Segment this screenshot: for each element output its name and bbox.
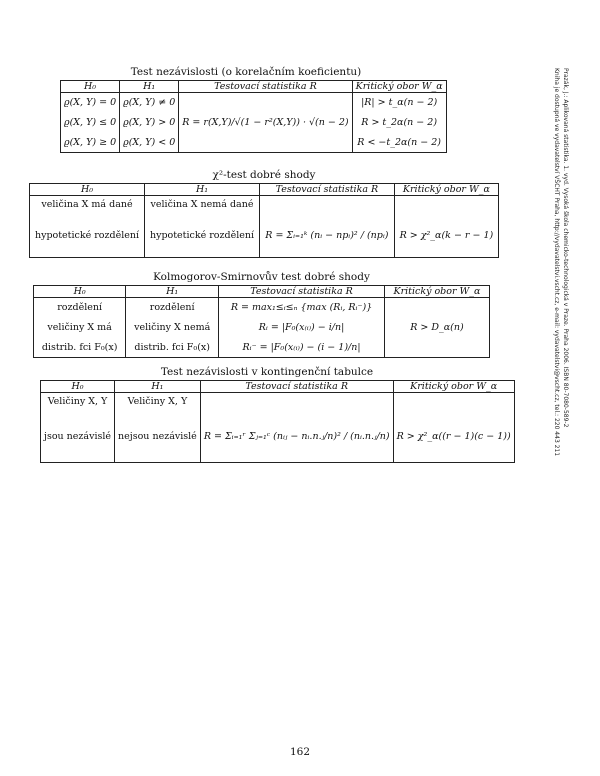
cell-statistic: Rᵢ = |F₀(x₍ᵢ₎) − i/n| bbox=[219, 318, 385, 338]
cell-h1: hypotetické rozdělení bbox=[145, 214, 260, 258]
cell-critical-region: R > D_α(n) bbox=[384, 318, 489, 338]
cell-statistic: R = Σᵢ₌₁ʳ Σⱼ₌₁ᶜ (nᵢⱼ − nᵢ.n.ⱼ/n)² / (nᵢ.n.ⱼ/n) bbox=[200, 411, 393, 463]
cell-h0: veličiny X má bbox=[34, 318, 126, 338]
side-note bbox=[552, 68, 570, 456]
header-h1: H₁ bbox=[115, 381, 201, 393]
cell-h0: ϱ(X, Y) ≤ 0 bbox=[61, 113, 120, 133]
cell-h1: veličiny X nemá bbox=[126, 318, 219, 338]
cell-statistic: R = r(X,Y)/√(1 − r²(X,Y)) · √(n − 2) bbox=[179, 113, 352, 133]
cell-statistic: R = Σᵢ₌₁ᵏ (nᵢ − npᵢ)² / (npᵢ) bbox=[260, 214, 395, 258]
header-critical-region: Kritický obor W_α bbox=[394, 184, 498, 196]
cell-h1: Veličiny X, Y bbox=[115, 393, 201, 411]
cell-h0: ϱ(X, Y) = 0 bbox=[61, 93, 120, 113]
side-note-line-2: Kniha je dostupná ve vydavatelství VŠCHT Praha, http://vydavatelstvi.vscht.cz, e-mail: vydavatelstvi@vscht.cz, tel.: 220 443 211 bbox=[553, 68, 560, 457]
header-critical-region: Kritický obor W_α bbox=[352, 81, 446, 93]
header-h0: H₀ bbox=[61, 81, 120, 93]
cell-h1: nejsou nezávislé bbox=[115, 411, 201, 463]
cell-h0: veličina X má dané bbox=[30, 196, 145, 214]
cell-h0: hypotetické rozdělení bbox=[30, 214, 145, 258]
cell-critical-region: R > χ²_α(k − r − 1) bbox=[394, 214, 498, 258]
cell-h1: rozdělení bbox=[126, 298, 219, 318]
cell-h1: veličina X nemá dané bbox=[145, 196, 260, 214]
cell-statistic bbox=[179, 133, 352, 153]
cell-statistic: Rᵢ⁻ = |F₀(x₍ᵢ₎) − (i − 1)/n| bbox=[219, 338, 385, 358]
page-number: 162 bbox=[289, 746, 311, 758]
cell-h0: jsou nezávislé bbox=[41, 411, 115, 463]
cell-critical-region bbox=[384, 338, 489, 358]
header-statistic: Testovací statistika R bbox=[179, 81, 352, 93]
header-h1: H₁ bbox=[145, 184, 260, 196]
header-statistic: Testovací statistika R bbox=[219, 286, 385, 298]
cell-statistic bbox=[179, 93, 352, 113]
cell-h0: Veličiny X, Y bbox=[41, 393, 115, 411]
cell-critical-region: R > t_2α(n − 2) bbox=[352, 113, 446, 133]
table-chi-square-test bbox=[29, 183, 499, 258]
header-h0: H₀ bbox=[41, 381, 115, 393]
header-h0: H₀ bbox=[34, 286, 126, 298]
header-h0: H₀ bbox=[30, 184, 145, 196]
header-critical-region: Kritický obor W_α bbox=[393, 381, 514, 393]
cell-h1: ϱ(X, Y) ≠ 0 bbox=[120, 93, 179, 113]
cell-critical-region bbox=[393, 393, 514, 411]
section-title-kolmogorov-smirnov-test: Kolmogorov-Smirnovův test dobré shody bbox=[153, 271, 370, 283]
table-kolmogorov-smirnov-test bbox=[33, 285, 490, 358]
table-contingency-test bbox=[40, 380, 515, 463]
cell-h1: ϱ(X, Y) < 0 bbox=[120, 133, 179, 153]
cell-critical-region: R > χ²_α((r − 1)(c − 1)) bbox=[393, 411, 514, 463]
cell-statistic: R = max₁≤ᵢ≤ₙ {max (Rᵢ, Rᵢ⁻)} bbox=[219, 298, 385, 318]
section-title-chi-square-test: χ²-test dobré shody bbox=[212, 169, 316, 181]
side-note-line-1: Prazák, J.: Aplikovaná statistika. 1. vyd. Vysoká škola chemicko-technologická v Praze. Praha 2006. ISBN 80-7080-589-2 bbox=[562, 68, 569, 428]
cell-h0: distrib. fci F₀(x) bbox=[34, 338, 126, 358]
header-h1: H₁ bbox=[126, 286, 219, 298]
cell-statistic bbox=[200, 393, 393, 411]
cell-critical-region: |R| > t_α(n − 2) bbox=[352, 93, 446, 113]
header-critical-region: Kritický obor W_α bbox=[384, 286, 489, 298]
cell-h0: ϱ(X, Y) ≥ 0 bbox=[61, 133, 120, 153]
section-title-contingency-test: Test nezávislosti v kontingenční tabulce bbox=[160, 366, 374, 378]
cell-critical-region bbox=[394, 196, 498, 214]
section-title-correlation-test: Test nezávislosti (o korelačním koeficientu) bbox=[130, 66, 362, 78]
cell-h0: rozdělení bbox=[34, 298, 126, 318]
cell-statistic bbox=[260, 196, 395, 214]
cell-h1: distrib. fci F₀(x) bbox=[126, 338, 219, 358]
header-statistic: Testovací statistika R bbox=[260, 184, 395, 196]
cell-h1: ϱ(X, Y) > 0 bbox=[120, 113, 179, 133]
cell-critical-region: R < −t_2α(n − 2) bbox=[352, 133, 446, 153]
header-h1: H₁ bbox=[120, 81, 179, 93]
header-statistic: Testovací statistika R bbox=[200, 381, 393, 393]
cell-critical-region bbox=[384, 298, 489, 318]
table-correlation-test bbox=[60, 80, 447, 153]
